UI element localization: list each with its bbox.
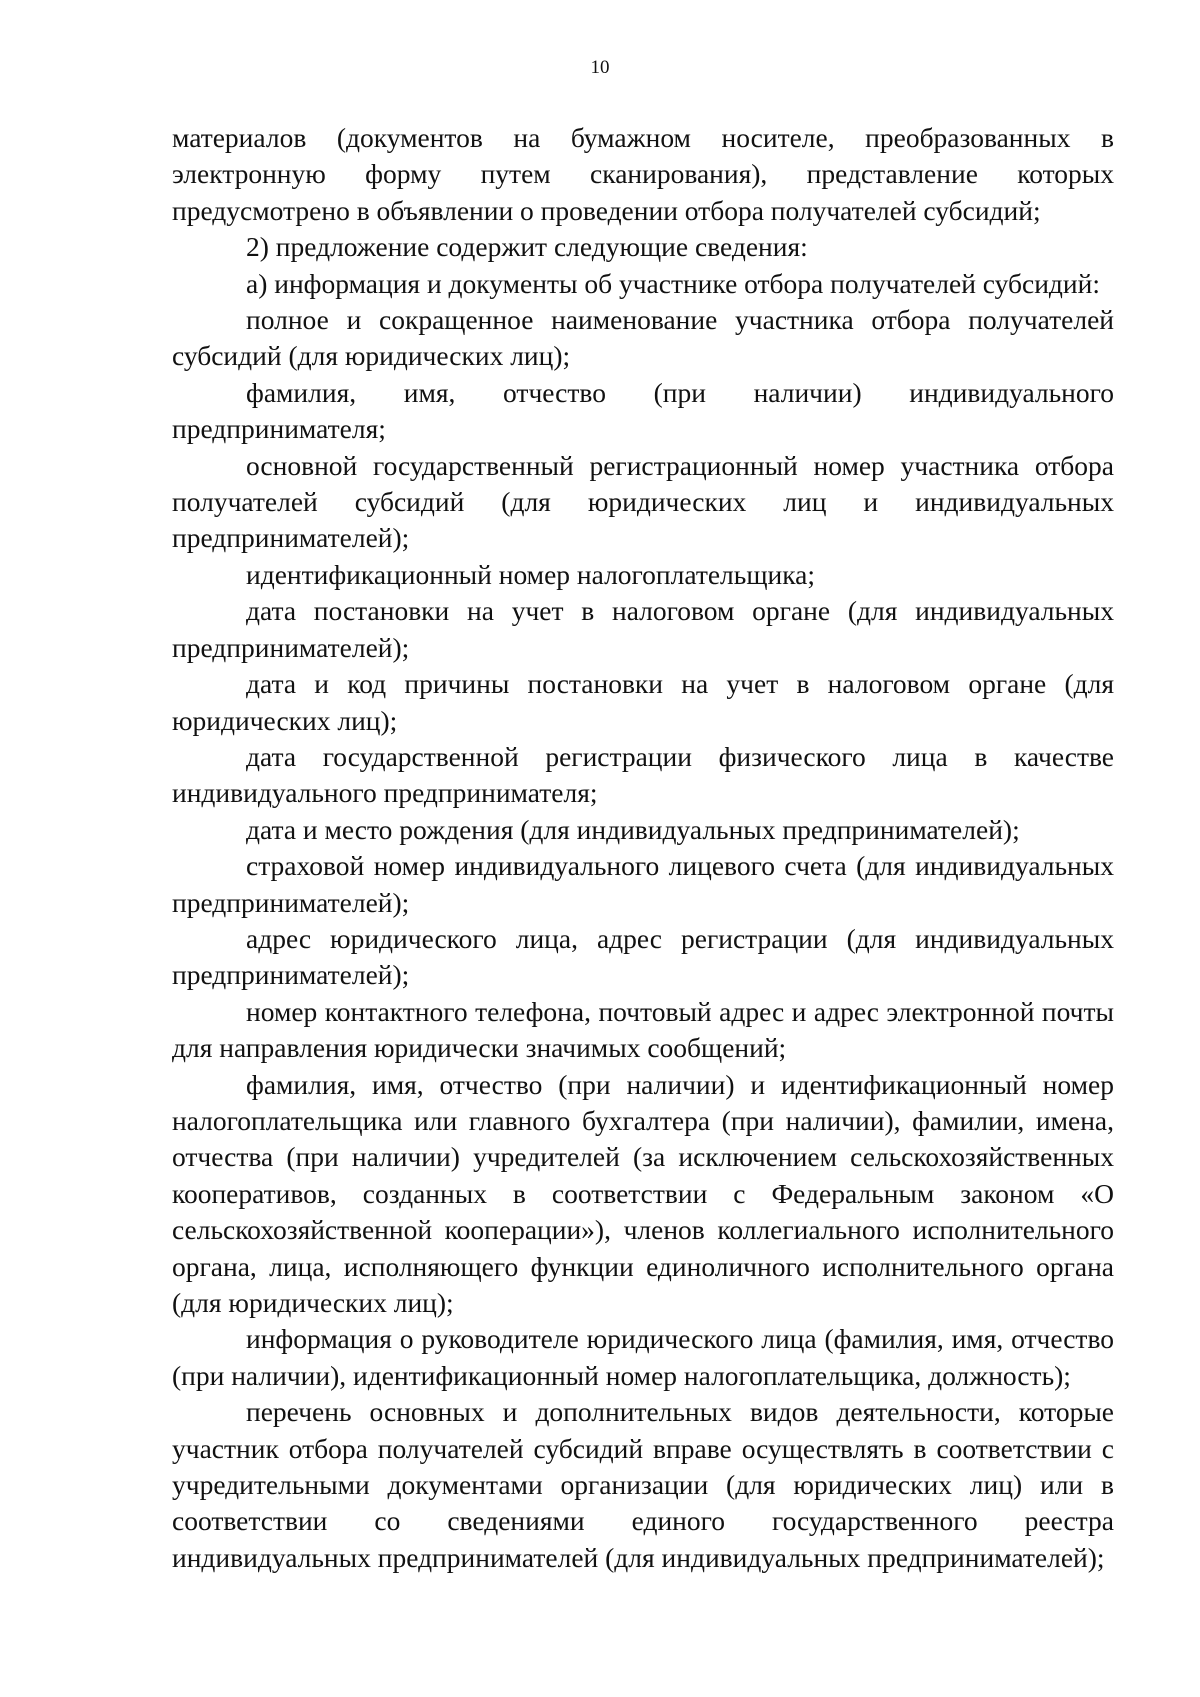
paragraph-address: адрес юридического лица, адрес регистрации (для индивидуальных предпринимателей); — [172, 922, 1114, 991]
paragraph-full-name: полное и сокращенное наименование участника отбора получателей субсидий (для юридических лиц); — [172, 304, 1114, 372]
paragraph-activities: перечень основных и дополнительных видов деятельности, которые участник отбора получателей субсидий вправе осуществлять в соответствии с учредительными документами организации (для юридических лиц) или в соответствии со сведениями единого государственного реестра индивидуальных предпринимателей (для индивидуальных предпринимателей); — [172, 1396, 1114, 1573]
paragraph-contacts: номер контактного телефона, почтовый адрес и адрес электронной почты для направления юридически значимых сообщений; — [172, 995, 1114, 1064]
paragraph-snils: страховой номер индивидуального лицевого счета (для индивидуальных предпринимателей); — [172, 850, 1114, 918]
paragraph-kpp: дата и код причины постановки на учет в налоговом органе (для юридических лиц); — [172, 668, 1114, 736]
paragraph-founders: фамилия, имя, отчество (при наличии) и идентификационный номер налогоплательщика или главного бухгалтера (при наличии), фамилии, имена, отчества (при наличии) учредителей (за исключением сельскохозяйственных кооперативов, созданных в соответствии с Федеральным законом «О сельскохозяйственной кооперации»), членов коллегиального исполнительного органа, лица, исполняющего функции единоличного исполнительного органа (для юридических лиц); — [172, 1068, 1114, 1318]
document-body — [172, 120, 1114, 1576]
paragraph-state-registration: дата государственной регистрации физического лица в качестве индивидуального предпринимателя; — [172, 740, 1114, 809]
paragraph-birth: дата и место рождения (для индивидуальных предпринимателей); — [246, 813, 1020, 845]
paragraph-continuation: материалов (документов на бумажном носителе, преобразованных в электронную форму путем сканирования), представление которых предусмотрено в объявлении о проведении отбора получателей субсидий; — [172, 122, 1114, 226]
paragraph-tax-registration-date: дата постановки на учет в налоговом органе (для индивидуальных предпринимателей); — [172, 595, 1114, 663]
paragraph-head-info: информация о руководителе юридического лица (фамилия, имя, отчество (при наличии), идентификационный номер налогоплательщика, должность); — [172, 1323, 1114, 1391]
page-number: 10 — [590, 57, 610, 78]
paragraph-inn: идентификационный номер налогоплательщика; — [246, 558, 816, 590]
paragraph-subitem-a: а) информация и документы об участнике отбора получателей субсидий: — [246, 267, 1100, 299]
paragraph-item-2: 2) предложение содержит следующие сведения: — [246, 231, 808, 263]
paragraph-ogrn: основной государственный регистрационный номер участника отбора получателей субсидий (для юридических лиц и индивидуальных предпринимателей); — [172, 449, 1114, 554]
paragraph-fio: фамилия, имя, отчество (при наличии) индивидуального предпринимателя; — [172, 376, 1114, 445]
